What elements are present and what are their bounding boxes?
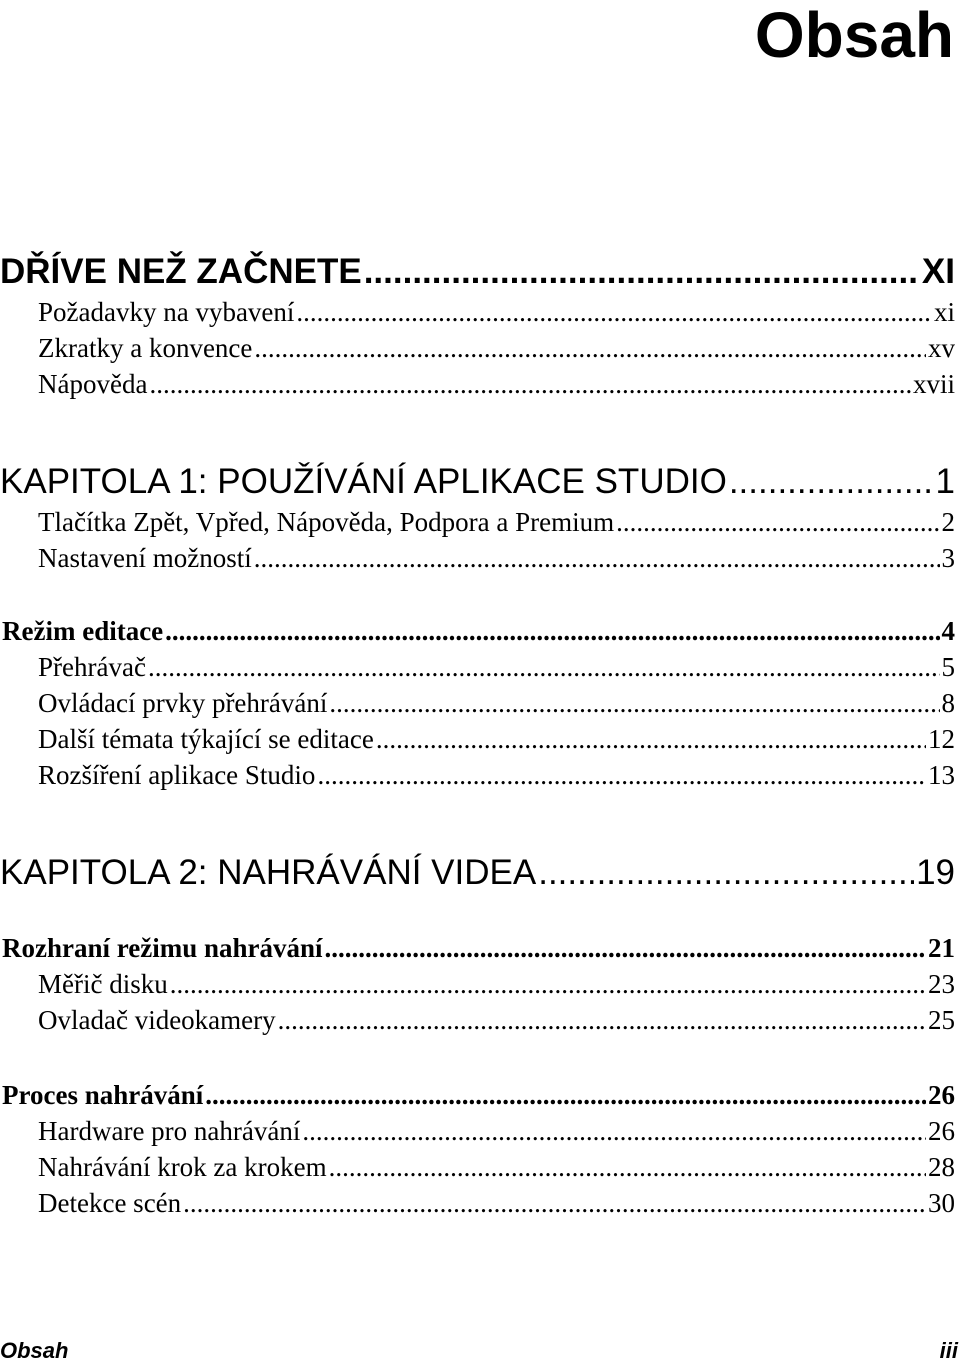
toc-entry-page: 13 [928, 760, 955, 790]
toc-entry-label: Detekce scén [38, 1188, 182, 1218]
toc-entry-label: KAPITOLA 1: POUŽÍVÁNÍ APLIKACE STUDIO [0, 462, 727, 501]
dot-leader [329, 1151, 926, 1183]
toc-entry-label: Ovládací prvky přehrávání [38, 688, 328, 718]
toc-entry-page: 4 [941, 616, 955, 646]
dot-leader [148, 651, 940, 683]
toc-item[interactable] [0, 332, 955, 364]
toc-item[interactable] [0, 759, 955, 791]
toc-chapter-1[interactable] [0, 462, 955, 502]
toc-entry-label: Nastavení možností [38, 543, 252, 573]
toc-entry-label: Tlačítka Zpět, Vpřed, Nápověda, Podpora a Premium [38, 507, 615, 537]
toc-entry-page: 1 [935, 462, 955, 501]
footer-page-number: iii [939, 1338, 958, 1363]
toc-entry-label: Ovladač videokamery [38, 1005, 276, 1035]
toc-item[interactable] [0, 968, 955, 1000]
dot-leader [376, 723, 926, 755]
dot-leader [302, 1115, 926, 1147]
toc-entry-label: Proces nahrávání [2, 1080, 204, 1110]
toc-entry-page: 26 [928, 1116, 955, 1146]
toc-entry-page: 12 [928, 724, 955, 754]
dot-leader [205, 1079, 926, 1111]
toc-entry-label: Nahrávání krok za krokem [38, 1152, 327, 1182]
toc-item[interactable] [0, 1187, 955, 1219]
footer-section-title: Obsah [0, 1338, 69, 1363]
toc-entry-label: Režim editace [2, 616, 164, 646]
toc-entry-label: Přehrávač [38, 652, 146, 682]
toc-entry-label: Nápověda [38, 369, 148, 399]
toc-item[interactable] [0, 723, 955, 755]
toc-entry-label: Požadavky na vybavení [38, 297, 295, 327]
toc-chapter-2[interactable] [0, 853, 955, 893]
toc-entry-label: Zkratky a konvence [38, 333, 253, 363]
dot-leader [317, 759, 926, 791]
toc-entry-page: xvii [912, 369, 955, 399]
toc-item[interactable] [0, 542, 955, 574]
toc-item[interactable] [0, 368, 955, 400]
toc-entry-label: Rozšíření aplikace Studio [38, 760, 316, 790]
toc-entry-page: 23 [928, 969, 955, 999]
toc-entry-page: 28 [928, 1152, 955, 1182]
page-title: Obsah [754, 0, 954, 71]
toc-item[interactable] [0, 296, 955, 328]
dot-leader [729, 462, 934, 502]
toc-item[interactable] [0, 1151, 955, 1183]
toc-entry-page: 2 [941, 507, 955, 537]
toc-entry-page: 30 [928, 1188, 955, 1218]
toc-entry-label: Hardware pro nahrávání [38, 1116, 301, 1146]
toc-item[interactable] [0, 1115, 955, 1147]
dot-leader [165, 615, 939, 647]
dot-leader [278, 1004, 926, 1036]
page-footer [0, 1338, 958, 1364]
dot-leader [254, 332, 926, 364]
toc-entry-page: 25 [928, 1005, 955, 1035]
dot-leader [170, 968, 926, 1000]
toc-item[interactable] [0, 651, 955, 683]
dot-leader [254, 542, 940, 574]
dot-leader [364, 252, 920, 292]
toc-entry-page: 19 [916, 853, 955, 892]
dot-leader [149, 368, 911, 400]
dot-leader [329, 687, 939, 719]
toc-entry-page: xv [928, 333, 955, 363]
toc-entry-page: 21 [928, 933, 955, 963]
toc-entry-page: XI [921, 252, 955, 291]
toc-entry-label: KAPITOLA 2: NAHRÁVÁNÍ VIDEA [0, 853, 537, 892]
toc-entry-page: xi [933, 297, 955, 327]
toc-section[interactable] [0, 615, 955, 647]
toc-item[interactable] [0, 506, 955, 538]
toc-section[interactable] [0, 1079, 955, 1111]
toc-entry-page: 5 [941, 652, 955, 682]
toc-item[interactable] [0, 1004, 955, 1036]
toc-entry-label: DŘÍVE NEŽ ZAČNETE [0, 252, 362, 291]
dot-leader [183, 1187, 926, 1219]
toc-chapter-before-you-start[interactable] [0, 252, 955, 292]
toc-entry-label: Další témata týkající se editace [38, 724, 374, 754]
dot-leader [325, 932, 926, 964]
toc-entry-page: 3 [941, 543, 955, 573]
dot-leader [296, 296, 932, 328]
dot-leader [538, 853, 914, 893]
toc-entry-page: 8 [941, 688, 955, 718]
toc-entry-label: Rozhraní režimu nahrávání [2, 933, 323, 963]
toc-entry-label: Měřič disku [38, 969, 168, 999]
toc-item[interactable] [0, 687, 955, 719]
toc-section[interactable] [0, 932, 955, 964]
dot-leader [616, 506, 939, 538]
toc-entry-page: 26 [928, 1080, 955, 1110]
